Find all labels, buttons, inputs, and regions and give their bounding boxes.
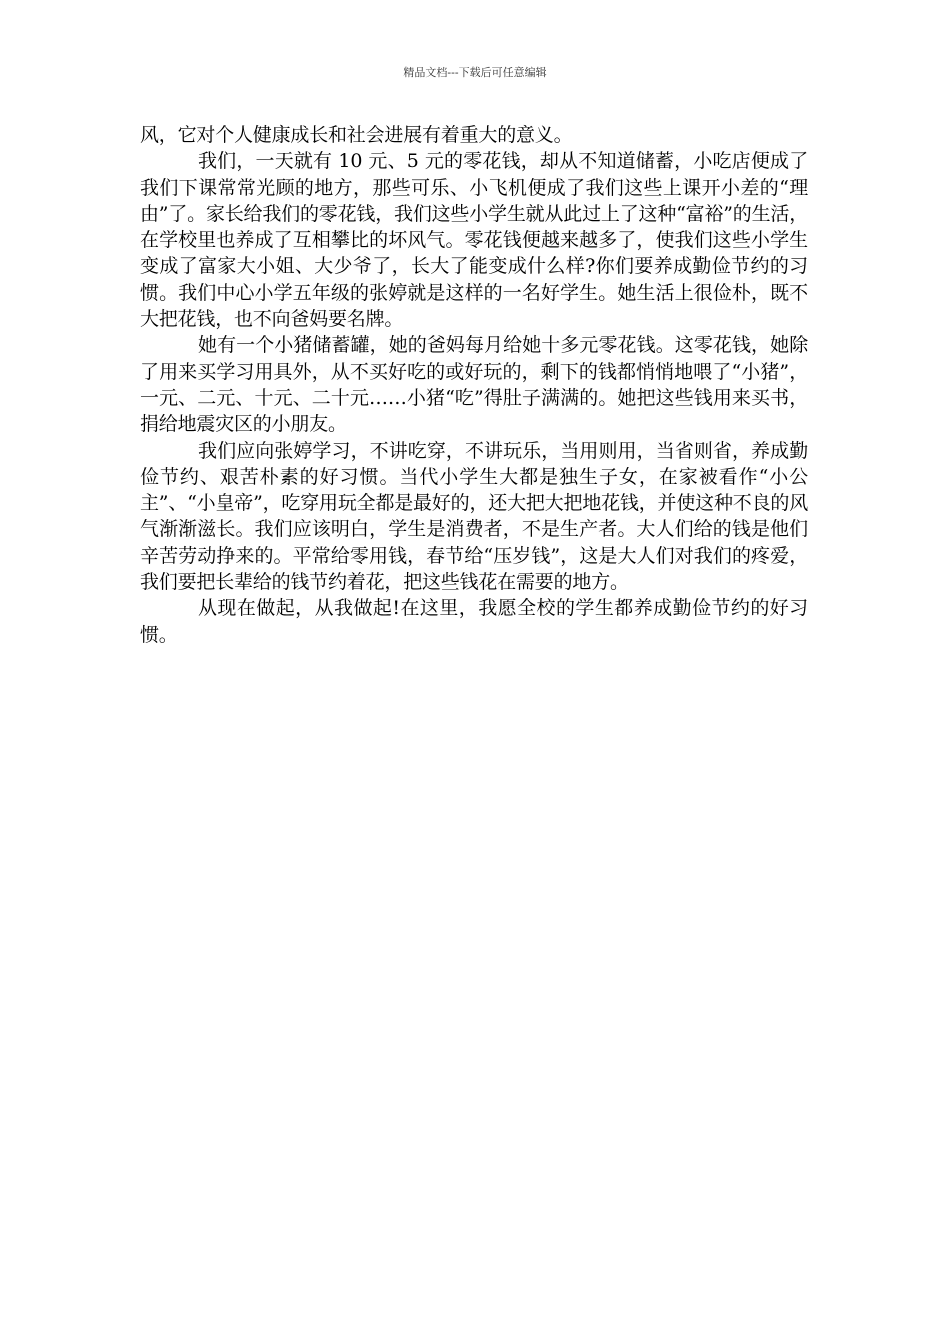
paragraph-conclusion: 从现在做起，从我做起!在这里，我愿全校的学生都养成勤俭节约的好习惯。 [140,597,808,646]
document-body [140,122,808,648]
paragraph-piggy-bank: 她有一个小猪储蓄罐，她的爸妈每月给她十多元零花钱。这零花钱，她除了用来买学习用具外，从不买好吃的或好玩的，剩下的钱都悄悄地喂了“小猪”，一元、二元、十元、二十元……小猪“吃”得肚子满满的。她把这些钱用来买书，捐给地震灾区的小朋友。 [140,334,808,436]
paragraph-learn-from-zhangting: 我们应向张婷学习，不讲吃穿，不讲玩乐，当用则用，当省则省，养成勤俭节约、艰苦朴素的好习惯。当代小学生大都是独生子女，在家被看作“小公主”、“小皇帝”，吃穿用玩全都是最好的，还大把大把地花钱，并使这种不良的风气渐渐滋长。我们应该明白，学生是消费者，不是生产者。大人们给的钱是他们辛苦劳动挣来的。平常给零用钱，春节给“压岁钱”，这是大人们对我们的疼爱，我们要把长辈给的钱节约着花，把这些钱花在需要的地方。 [140,439,808,594]
paragraph-pocket-money: 我们，一天就有 10 元、5 元的零花钱，却从不知道储蓄，小吃店便成了我们下课常常光顾的地方，那些可乐、小飞机便成了我们这些上课开小差的“理由”了。家长给我们的零花钱，我们这些小学生就从此过上了这种“富裕”的生活，在学校里也养成了互相攀比的坏风气。零花钱便越来越多了，使我们这些小学生变成了富家大小姐、大少爷了，长大了能变成什么样?你们要养成勤俭节约的习惯。我们中心小学五年级的张婷就是这样的一名好学生。她生活上很俭朴，既不大把花钱，也不向爸妈要名牌。 [140,150,808,331]
paragraph-continued: 风，它对个人健康成长和社会进展有着重大的意义。 [140,124,573,146]
page-header: 精品文档---下载后可任意编辑 [403,66,547,79]
